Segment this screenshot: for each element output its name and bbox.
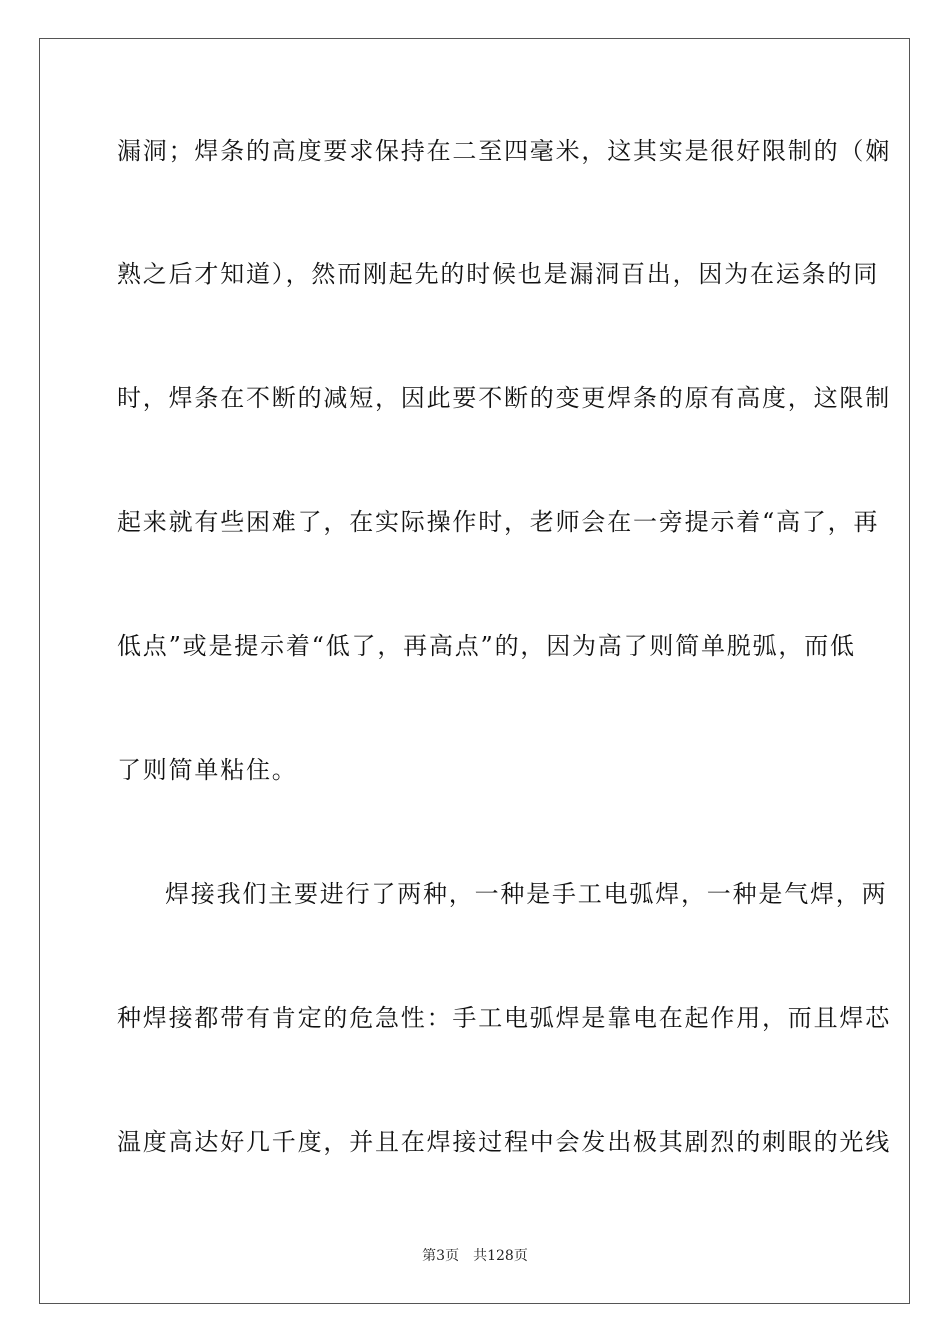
text-line: 了则简单粘住。 <box>117 756 298 784</box>
page-border <box>39 38 910 1304</box>
text-line: 时，焊条在不断的减短，因此要不断的变更焊条的原有高度，这限制 <box>117 384 891 412</box>
text-line: 低点”或是提示着“低了，再高点”的，因为高了则简单脱弧，而低 <box>117 632 856 660</box>
text-line: 起来就有些困难了，在实际操作时，老师会在一旁提示着“高了，再 <box>117 508 880 536</box>
page-footer <box>0 1247 950 1265</box>
text-line: 熟之后才知道），然而刚起先的时候也是漏洞百出，因为在运条的同 <box>117 260 879 288</box>
text-line: 温度高达好几千度，并且在焊接过程中会发出极其剧烈的刺眼的光线 <box>117 1128 891 1156</box>
text-line: 漏洞；焊条的高度要求保持在二至四毫米，这其实是很好限制的（娴 <box>117 137 891 165</box>
page-number: 第3页 <box>422 1248 460 1264</box>
text-line: 种焊接都带有肯定的危急性：手工电弧焊是靠电在起作用，而且焊芯 <box>117 1004 891 1032</box>
total-pages: 共128页 <box>473 1248 528 1264</box>
paragraph-start-line: 焊接我们主要进行了两种，一种是手工电弧焊，一种是气焊，两 <box>165 880 888 908</box>
